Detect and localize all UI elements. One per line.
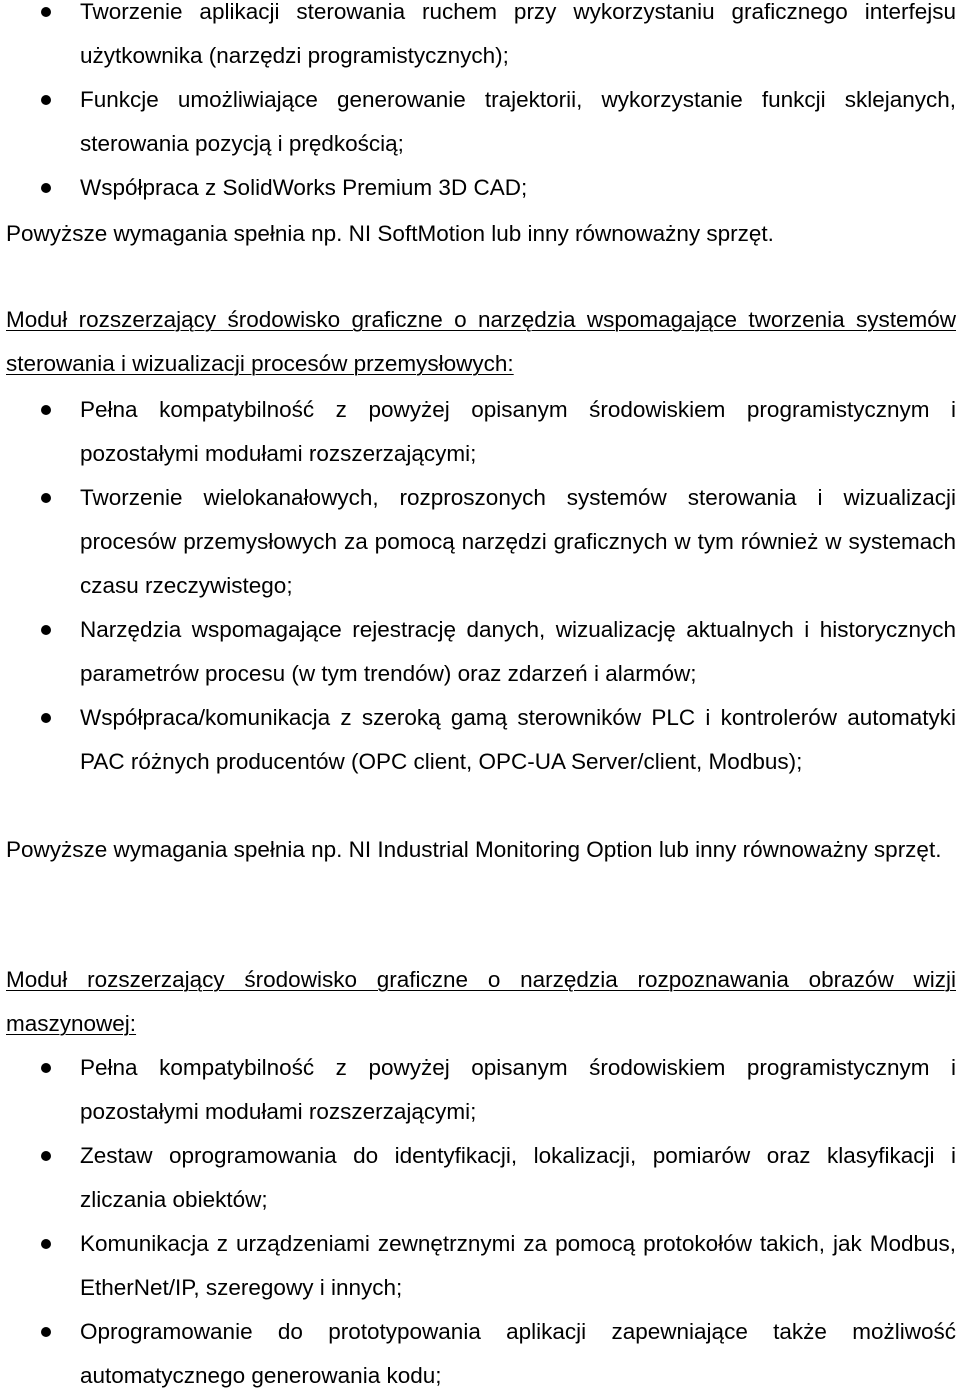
bullet-icon [41,1063,51,1073]
section3-heading [6,958,956,1046]
list-item-text: Pełna kompatybilność z powyżej opisanym środowiskiem programistycznym i pozostałymi modułami rozszerzającymi; [80,397,956,466]
list-item [0,1310,956,1398]
motion-features-list [0,0,960,210]
list-item-text: Zestaw oprogramowania do identyfikacji, lokalizacji, pomiarów oraz klasyfikacji i zliczania obiektów; [80,1143,956,1212]
list-item-text: Narzędzia wspomagające rejestrację danych, wizualizację aktualnych i historycznych parametrów procesu (w tym trendów) oraz zdarzeń i alarmów; [80,617,956,686]
list-item [0,1046,956,1134]
bullet-icon [41,493,51,503]
list-item-text: Tworzenie wielokanałowych, rozproszonych systemów sterowania i wizualizacji procesów przemysłowych za pomocą narzędzi graficznych w tym również w systemach czasu rzeczywistego; [80,485,956,598]
list-item [0,388,956,476]
list-item-text: Komunikacja z urządzeniami zewnętrznymi za pomocą protokołów takich, jak Modbus, EtherNet/IP, szeregowy i innych; [80,1231,956,1300]
section3-heading-text: Moduł rozszerzający środowisko graficzne o narzędzia rozpoznawania obrazów wizji maszynowej: [6,967,956,1036]
bullet-icon [41,713,51,723]
section2-conclusion: Powyższe wymagania spełnia np. NI Industrial Monitoring Option lub inny równoważny sprzęt. [6,837,942,862]
bullet-icon [41,7,51,17]
list-item-text: Współpraca/komunikacja z szeroką gamą sterowników PLC i kontrolerów automatyki PAC różnych producentów (OPC client, OPC-UA Server/client, Modbus); [80,705,956,774]
bullet-icon [41,405,51,415]
list-item [0,1134,956,1222]
list-item-text: Pełna kompatybilność z powyżej opisanym środowiskiem programistycznym i pozostałymi modułami rozszerzającymi; [80,1055,956,1124]
bullet-icon [41,95,51,105]
list-item [0,608,956,696]
section1-conclusion: Powyższe wymagania spełnia np. NI SoftMotion lub inny równoważny sprzęt. [6,221,774,246]
list-item-text: Tworzenie aplikacji sterowania ruchem przy wykorzystaniu graficznego interfejsu użytkownika (narzędzi programistycznych); [80,0,956,68]
list-item-text: Oprogramowanie do prototypowania aplikacji zapewniające także możliwość automatycznego generowania kodu; [80,1319,956,1388]
bullet-icon [41,625,51,635]
list-item [0,78,956,166]
vision-features-list [0,1046,960,1398]
list-item [0,0,956,78]
bullet-icon [41,1239,51,1249]
bullet-icon [41,1327,51,1337]
section2-heading-text: Moduł rozszerzający środowisko graficzne o narzędzia wspomagające tworzenia systemów sterowania i wizualizacji procesów przemysłowych: [6,307,956,376]
list-item [0,696,956,784]
list-item [0,166,956,210]
section2-heading [6,298,956,386]
bullet-icon [41,183,51,193]
list-item [0,1222,956,1310]
monitoring-features-list [0,388,960,784]
list-item-text: Funkcje umożliwiające generowanie trajektorii, wykorzystanie funkcji sklejanych, sterowania pozycją i prędkością; [80,87,956,156]
list-item [0,476,956,608]
list-item-text: Współpraca z SolidWorks Premium 3D CAD; [80,175,528,200]
bullet-icon [41,1151,51,1161]
